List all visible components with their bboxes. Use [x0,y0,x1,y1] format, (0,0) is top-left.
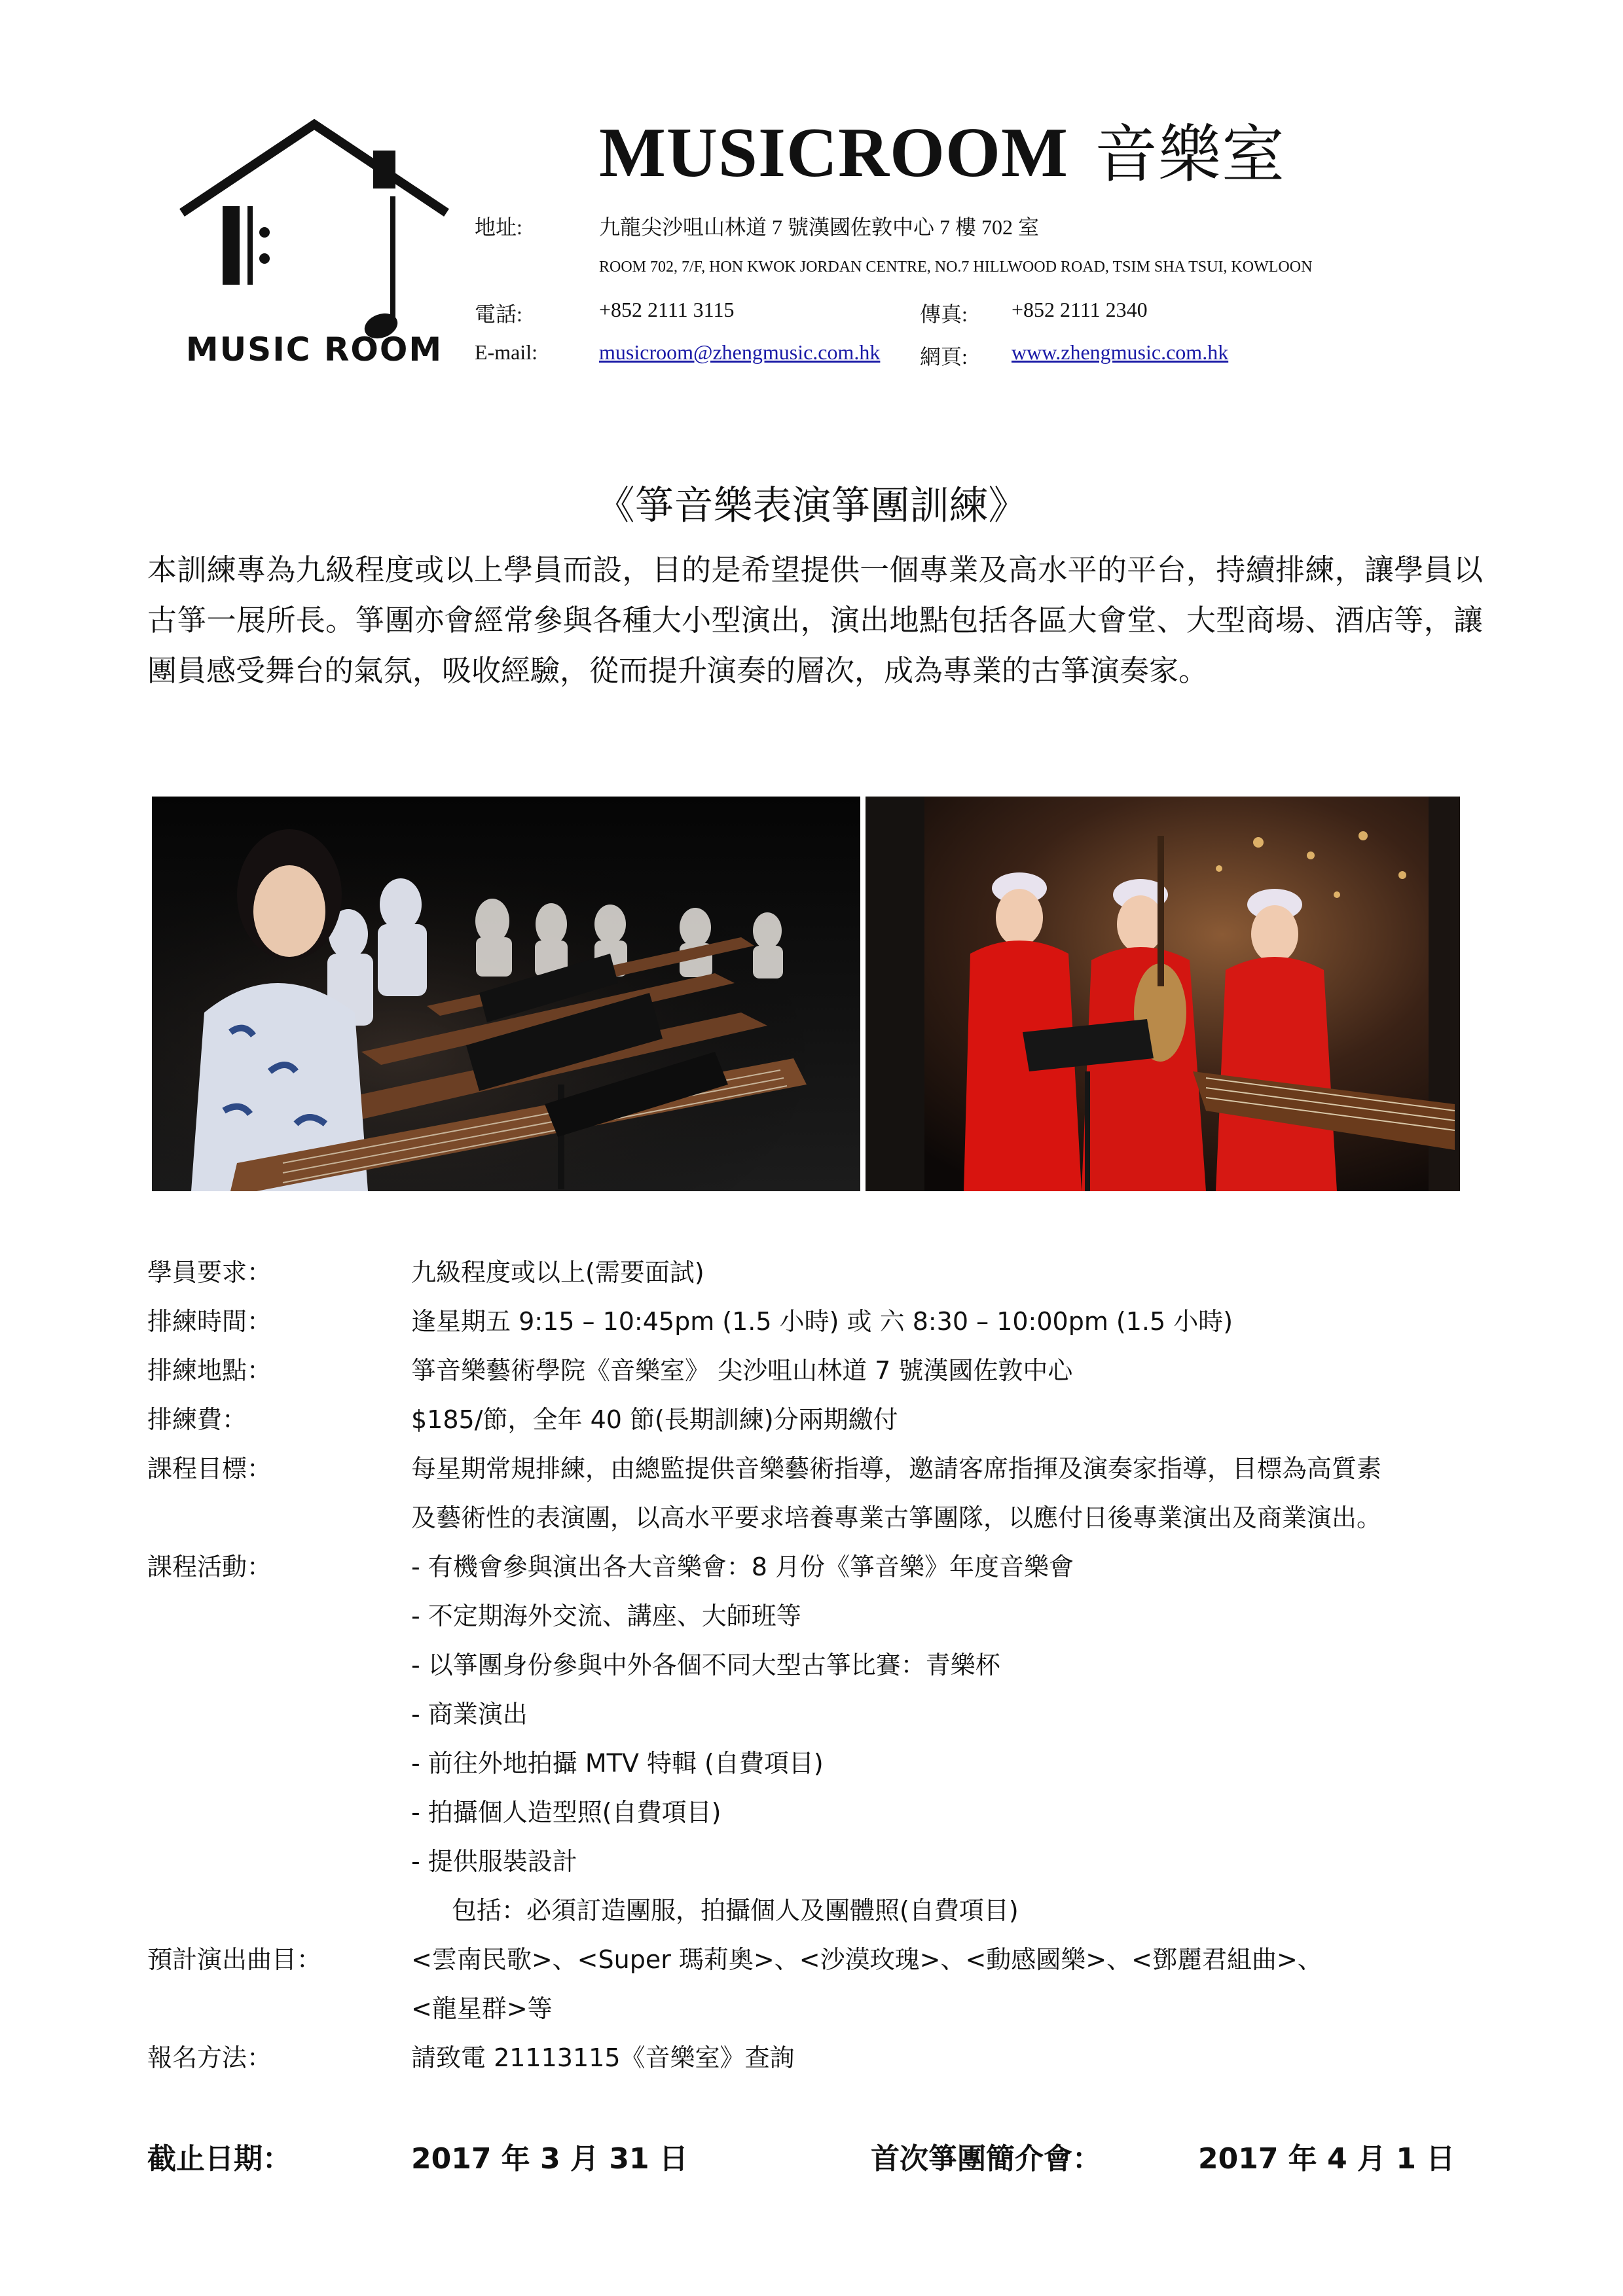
address-zh: 九龍尖沙咀山林道 7 號漢國佐敦中心 7 樓 702 室 [599,215,1040,239]
requirement-value: 九級程度或以上(需要面試) [411,1258,704,1287]
activity-item: - 商業演出 [411,1700,528,1729]
deadline-date: 2017 年 3 月 31 日 [411,2142,688,2176]
fax-label: 傳真: [920,302,968,326]
activity-item: - 前往外地拍攝 MTV 特輯 (自費項目) [411,1749,824,1778]
course-objective-line-2: 及藝術性的表演團，以高水平要求培養專業古箏團隊，以應付日後專業演出及商業演出。 [411,1503,1382,1532]
requirement-label: 學員要求： [147,1258,272,1287]
email-link[interactable]: musicroom@zhengmusic.com.hk [599,340,881,364]
email-label: E-mail: [475,340,538,364]
brand-name-zh: 音樂室 [1094,118,1285,191]
course-objective-line-1: 每星期常規排練，由總監提供音樂藝術指導，邀請客席指揮及演奏家指導，目標為高質素 [411,1454,1382,1483]
course-objective-label: 課程目標： [147,1454,272,1483]
brand-title [599,105,1285,194]
activity-item: - 提供服裝設計 [411,1847,577,1876]
deadline-label: 截止日期： [147,2142,291,2176]
address-en: ROOM 702, 7/F, HON KWOK JORDAN CENTRE, NO.7 HILLWOOD ROAD, TSIM SHA TSUI, KOWLOON [599,259,1313,276]
phone-number: +852 2111 3115 [599,298,735,321]
red-qipao-performers-photo [866,797,1460,1191]
rehearsal-time-label: 排練時間： [147,1307,272,1336]
rehearsal-venue-value: 箏音樂藝術學院《音樂室》 尖沙咀山林道 7 號漢國佐敦中心 [411,1356,1073,1385]
activity-item: - 以箏團身份參與中外各個不同大型古箏比賽：青樂杯 [411,1651,1000,1679]
fax-number: +852 2111 2340 [1012,298,1148,321]
brand-name: MUSICROOM [599,114,1068,192]
ensemble-stage-photo [152,797,860,1191]
activity-item: - 有機會參與演出各大音樂會：8 月份《箏音樂》年度音樂會 [411,1552,1074,1581]
enrollment-value: 請致電 21113115《音樂室》查詢 [411,2043,795,2072]
website-label: 網頁: [920,345,968,368]
website-link[interactable]: www.zhengmusic.com.hk [1012,340,1229,364]
rehearsal-fee-label: 排練費： [147,1405,247,1434]
intro-paragraph: 本訓練專為九級程度或以上學員而設，目的是希望提供一個專業及高水平的平台，持續排練，讓學員以古箏一展所長。箏團亦會經常參與各種大小型演出，演出地點包括各區大會堂、大型商場、酒店等，讓團員感受舞台的氣氛，吸收經驗，從而提升演奏的層次，成為專業的古箏演奏家。 [147,552,1483,688]
document-title: 《箏音樂表演箏團訓練》 [595,483,1028,529]
briefing-date: 2017 年 4 月 1 日 [1198,2142,1455,2176]
repertoire-label: 預計演出曲目： [147,1945,322,1974]
rehearsal-fee-value: $185/節，全年 40 節(長期訓練)分兩期繳付 [411,1405,898,1434]
activity-item: - 不定期海外交流、講座、大師班等 [411,1602,801,1630]
repertoire-line-2: <龍星群>等 [411,1994,553,2023]
briefing-label: 首次箏團簡介會： [871,2142,1101,2176]
rehearsal-venue-label: 排練地點： [147,1356,272,1385]
rehearsal-time-value: 逢星期五 9:15 – 10:45pm (1.5 小時) 或 六 8:30 – 10:00pm (1.5 小時) [411,1307,1233,1336]
address-label: 地址: [475,215,522,239]
activity-note: 包括：必須訂造團服，拍攝個人及團體照(自費項目) [452,1896,1019,1925]
phone-label: 電話: [475,302,522,326]
activity-item: - 拍攝個人造型照(自費項目) [411,1798,721,1827]
enrollment-label: 報名方法： [147,2043,272,2072]
repertoire-line-1: <雲南民歌>、<Super 瑪莉奧>、<沙漠玫瑰>、<動感國樂>、<鄧麗君組曲>、 [411,1945,1322,1974]
course-activities-label: 課程活動： [147,1552,272,1581]
logo-wordmark: MUSIC ROOM [185,331,443,368]
